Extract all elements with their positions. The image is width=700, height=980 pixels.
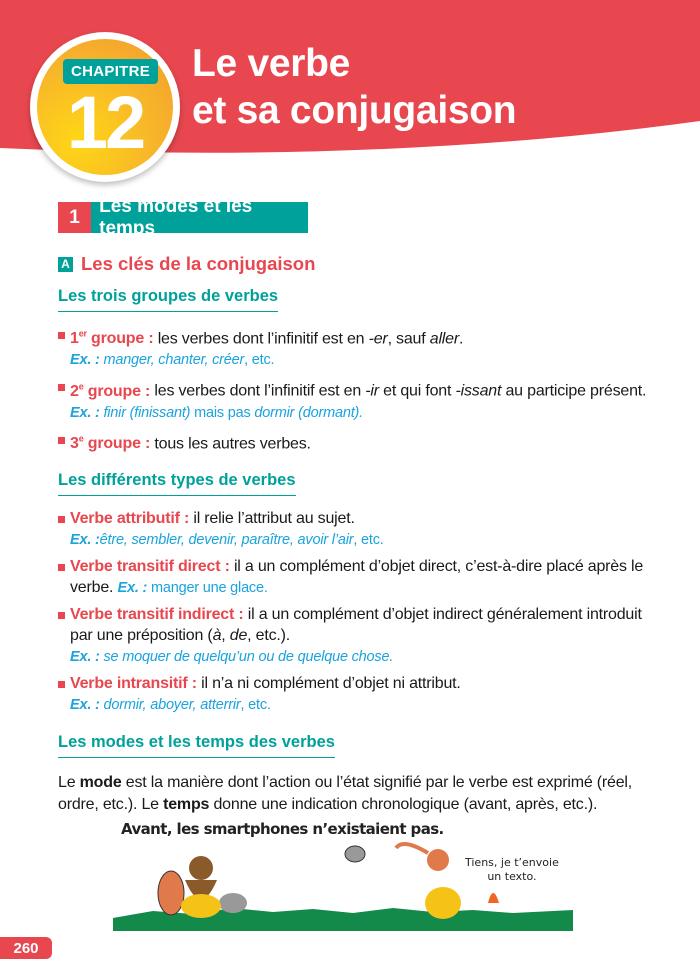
modes-paragraph: Le mode est la manière dont l’action ou l’état signifié par le verbe est exprimé (réel, ordre, etc.). Le temps donne une indication chronologique (avant, après, etc.). xyxy=(58,773,633,813)
list-item: Verbe intransitif : il n’a ni complément d’objet ni attribut. Ex. : dormir, aboyer, atterrir, etc. xyxy=(58,673,658,716)
heading-modes: Les modes et les temps des verbes xyxy=(58,733,335,758)
types-list xyxy=(58,508,658,716)
section-title: Les modes et les temps xyxy=(99,195,253,239)
section-heading xyxy=(58,195,308,239)
page-content xyxy=(58,195,658,816)
subsection-heading xyxy=(58,253,658,275)
list-item: 2e groupe : les verbes dont l’infinitif est en -ir et qui font -issant au participe présent. Ex. : finir (finissant) mais pas dormir (dormant). xyxy=(58,376,658,423)
chapter-title xyxy=(192,40,516,134)
chapter-label: CHAPITRE xyxy=(63,59,158,84)
heading-groups: Les trois groupes de verbes xyxy=(58,287,278,312)
heading-types: Les différents types de verbes xyxy=(58,471,296,496)
chapter-number: 12 xyxy=(66,81,144,164)
chapter-badge xyxy=(30,32,180,182)
list-item: 1er groupe : les verbes dont l’infinitif est en -er, sauf aller. Ex. : manger, chanter, créer, etc. xyxy=(58,324,658,371)
cartoon-illustration xyxy=(113,818,573,933)
chapter-header xyxy=(0,0,700,200)
subsection-letter: A xyxy=(58,257,73,272)
cartoon-caption: Avant, les smartphones n’existaient pas. xyxy=(121,820,444,838)
section-number: 1 xyxy=(58,202,91,233)
list-item: Verbe transitif indirect : il a un complément d’objet indirect généralement introduit par une préposition (à, de, etc.). Ex. : se moquer de quelqu’un ou de quelque chose. xyxy=(58,604,658,668)
groups-list xyxy=(58,324,658,454)
page-number: 260 xyxy=(0,937,52,959)
title-line: Le verbe xyxy=(192,42,351,85)
list-item: Verbe attributif : il relie l’attribut au sujet. Ex. :être, sembler, devenir, paraître, avoir l’air, etc. xyxy=(58,508,658,551)
list-item: 3e groupe : tous les autres verbes. xyxy=(58,429,658,454)
subsection-title: Les clés de la conjugaison xyxy=(81,253,316,274)
speech-text: Tiens, je t’envoie un texto. xyxy=(465,856,559,883)
list-item: Verbe transitif direct : il a un complément d’objet direct, c’est-à-dire placé après le verbe. Ex. : manger une glace. xyxy=(58,556,658,599)
title-line: et sa conjugaison xyxy=(192,89,517,132)
